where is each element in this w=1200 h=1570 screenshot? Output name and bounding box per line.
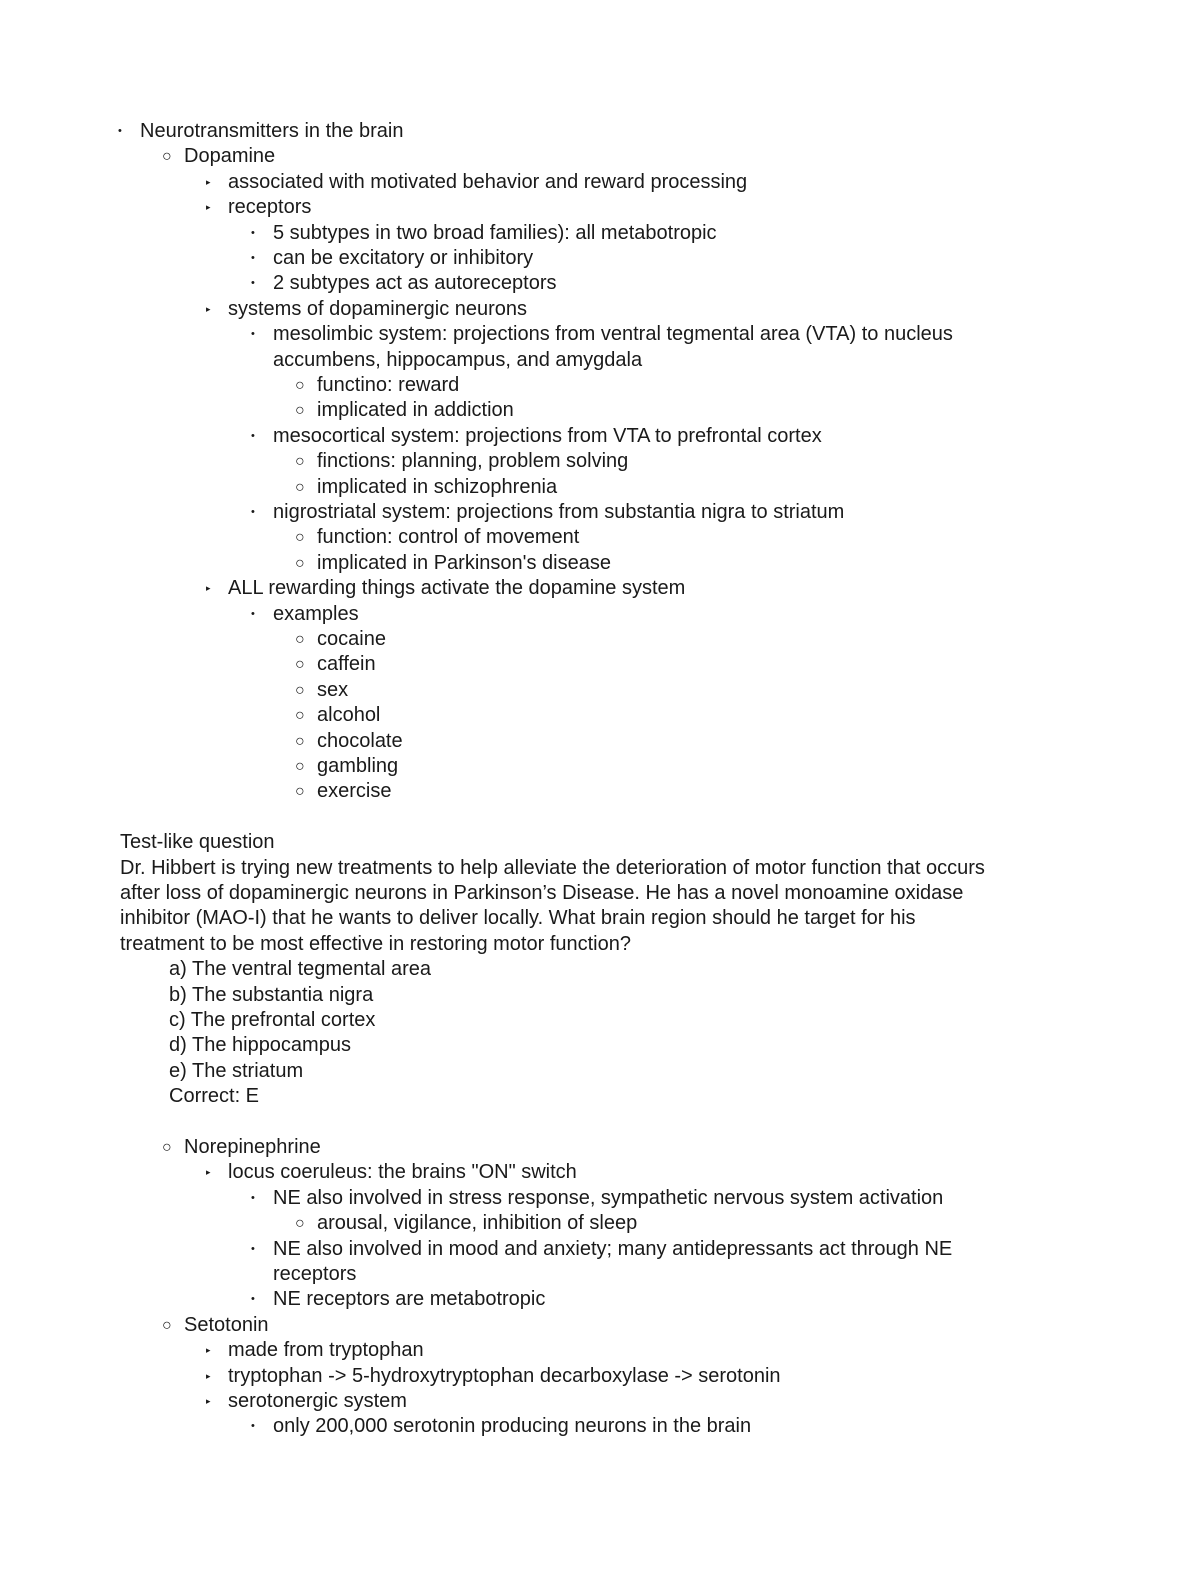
line-text: Dopamine — [184, 145, 276, 168]
line-text: receptors — [273, 1263, 357, 1285]
line-text: NE receptors are metabotropic — [273, 1288, 546, 1311]
line-text: function: control of movement — [317, 526, 580, 549]
dot-bullet-icon: • — [251, 506, 255, 518]
line-text: e) The striatum — [169, 1059, 304, 1082]
line-text: exercise — [317, 780, 392, 803]
triangle-bullet-icon: ▸ — [206, 176, 211, 187]
outline-line — [169, 1033, 351, 1058]
line-text: serotonergic system — [228, 1390, 407, 1412]
line-text: NE also involved in mood and anxiety; many antidepressants act through NE — [273, 1237, 953, 1260]
line-text: accumbens, hippocampus, and amygdala — [273, 348, 643, 371]
line-text: gambling — [317, 755, 399, 777]
outline-line — [273, 1262, 356, 1287]
line-text: Setotonin — [184, 1313, 269, 1336]
line-text: finctions: planning, problem solving — [317, 450, 629, 473]
line-text: systems of dopaminergic neurons — [228, 297, 528, 320]
line-text: b) The substantia nigra — [169, 983, 374, 1006]
line-text: tryptophan -> 5-hydroxytryptophan decarboxylase -> serotonin — [228, 1364, 781, 1387]
circle-bullet-icon: ○ — [295, 681, 305, 699]
line-text: Dr. Hibbert is trying new treatments to help alleviate the deterioration of motor function that occurs — [120, 856, 985, 879]
outline-line — [251, 271, 557, 296]
line-text: chocolate — [317, 729, 403, 752]
circle-bullet-icon: ○ — [295, 656, 305, 674]
outline-line — [206, 297, 528, 322]
outline-line — [295, 551, 611, 576]
outline-line — [162, 1313, 269, 1338]
line-text: 2 subtypes act as autoreceptors — [273, 272, 557, 295]
outline-line — [206, 1364, 781, 1389]
circle-bullet-icon: ○ — [295, 377, 305, 394]
outline-line — [169, 957, 431, 982]
dot-bullet-icon: • — [251, 252, 255, 264]
circle-bullet-icon: ○ — [162, 148, 172, 166]
outline-line — [295, 754, 399, 779]
dot-bullet-icon: • — [251, 429, 255, 442]
line-text: mesocortical system: projections from VTA to prefrontal cortex — [273, 424, 822, 447]
line-text: a) The ventral tegmental area — [169, 958, 432, 981]
circle-bullet-icon: ○ — [295, 402, 305, 420]
outline-line — [120, 881, 963, 906]
circle-bullet-icon: ○ — [295, 554, 305, 572]
dot-bullet-icon: • — [251, 1293, 255, 1306]
line-text: 5 subtypes in two broad families): all metabotropic — [273, 221, 717, 244]
outline-line — [206, 170, 748, 195]
dot-bullet-icon: • — [251, 1420, 255, 1433]
outline-line — [120, 830, 275, 855]
outline-line — [206, 576, 686, 601]
line-text: NE also involved in stress response, sympathetic nervous system activation — [273, 1186, 944, 1209]
triangle-bullet-icon: ▸ — [206, 1396, 211, 1406]
line-text: d) The hippocampus — [169, 1034, 351, 1057]
triangle-bullet-icon: ▸ — [206, 1345, 211, 1356]
circle-bullet-icon: ○ — [162, 1139, 172, 1156]
outline-line — [169, 1059, 303, 1084]
outline-line — [169, 1084, 259, 1109]
outline-line — [251, 1186, 944, 1211]
outline-line — [295, 729, 403, 754]
line-text: alcohol — [317, 704, 381, 727]
outline-line — [251, 1237, 953, 1262]
line-text: caffein — [317, 653, 376, 676]
outline-line — [251, 424, 822, 449]
line-text: after loss of dopaminergic neurons in Parkinson’s Disease. He has a novel monoamine oxidase — [120, 882, 964, 904]
dot-bullet-icon: • — [118, 125, 122, 137]
outline-line — [206, 1338, 424, 1363]
outline-line — [295, 525, 580, 550]
line-text: associated with motivated behavior and reward processing — [228, 170, 748, 193]
circle-bullet-icon: ○ — [295, 1215, 305, 1233]
line-text: treatment to be most effective in restoring motor function? — [120, 932, 631, 955]
outline-line — [295, 678, 349, 703]
line-text: implicated in addiction — [317, 399, 514, 422]
line-text: ALL rewarding things activate the dopamine system — [228, 577, 686, 600]
outline-line — [118, 119, 404, 144]
circle-bullet-icon: ○ — [295, 732, 305, 750]
line-text: Norepinephrine — [184, 1136, 321, 1158]
line-text: only 200,000 serotonin producing neurons in the brain — [273, 1415, 752, 1438]
dot-bullet-icon: • — [251, 277, 255, 290]
outline-line — [273, 348, 642, 373]
line-text: implicated in Parkinson's disease — [317, 551, 611, 574]
outline-line — [251, 602, 359, 627]
outline-line — [295, 1211, 638, 1236]
outline-line — [251, 246, 534, 271]
dot-bullet-icon: • — [251, 328, 255, 341]
outline-line — [295, 652, 376, 677]
outline-line — [169, 1008, 375, 1033]
outline-line — [251, 1287, 546, 1312]
outline-line — [251, 221, 717, 246]
outline-line — [295, 779, 392, 804]
dot-bullet-icon: • — [251, 1191, 255, 1204]
outline-line — [295, 475, 558, 500]
circle-bullet-icon: ○ — [295, 478, 305, 496]
line-text: arousal, vigilance, inhibition of sleep — [317, 1212, 638, 1235]
triangle-bullet-icon: ▸ — [206, 1370, 211, 1381]
circle-bullet-icon: ○ — [295, 529, 305, 547]
line-text: Test-like question — [120, 831, 275, 854]
circle-bullet-icon: ○ — [295, 758, 305, 775]
line-text: c) The prefrontal cortex — [169, 1009, 376, 1031]
outline-line — [206, 195, 312, 220]
line-text: inhibitor (MAO-I) that he wants to deliver locally. What brain region should he target for his — [120, 907, 916, 930]
line-text: mesolimbic system: projections from ventral tegmental area (VTA) to nucleus — [273, 323, 953, 346]
outline-line — [251, 1414, 752, 1439]
line-text: can be excitatory or inhibitory — [273, 247, 534, 269]
triangle-bullet-icon: ▸ — [206, 303, 211, 314]
line-text: functino: reward — [317, 374, 460, 396]
triangle-bullet-icon: ▸ — [206, 202, 211, 213]
line-text: Correct: E — [169, 1085, 260, 1108]
line-text: examples — [273, 602, 359, 625]
line-text: made from tryptophan — [228, 1339, 424, 1362]
line-text: receptors — [228, 196, 312, 219]
outline-line — [169, 983, 373, 1008]
outline-line — [120, 856, 985, 881]
line-text: sex — [317, 678, 349, 701]
outline-line — [295, 373, 460, 398]
line-text: nigrostriatal system: projections from substantia nigra to striatum — [273, 501, 845, 523]
outline-line — [251, 500, 845, 525]
line-text: cocaine — [317, 628, 386, 650]
dot-bullet-icon: • — [251, 607, 255, 620]
circle-bullet-icon: ○ — [295, 631, 305, 648]
line-text: locus coeruleus: the brains "ON" switch — [228, 1161, 577, 1184]
line-text: Neurotransmitters in the brain — [140, 120, 404, 142]
circle-bullet-icon: ○ — [162, 1316, 172, 1334]
triangle-bullet-icon: ▸ — [206, 583, 211, 594]
outline-line — [120, 906, 916, 931]
outline-line — [120, 932, 631, 957]
dot-bullet-icon: • — [251, 226, 255, 239]
line-text: implicated in schizophrenia — [317, 475, 558, 498]
circle-bullet-icon: ○ — [295, 453, 305, 471]
outline-line — [206, 1389, 407, 1414]
circle-bullet-icon: ○ — [295, 707, 305, 725]
outline-line — [162, 144, 276, 169]
outline-line — [295, 449, 629, 474]
dot-bullet-icon: • — [251, 1242, 255, 1255]
outline-line — [162, 1135, 321, 1160]
outline-line — [295, 703, 381, 728]
outline-line — [206, 1160, 577, 1185]
outline-line — [251, 322, 953, 347]
circle-bullet-icon: ○ — [295, 783, 305, 801]
outline-line — [295, 627, 386, 652]
outline-line — [295, 398, 514, 423]
triangle-bullet-icon: ▸ — [206, 1167, 211, 1178]
